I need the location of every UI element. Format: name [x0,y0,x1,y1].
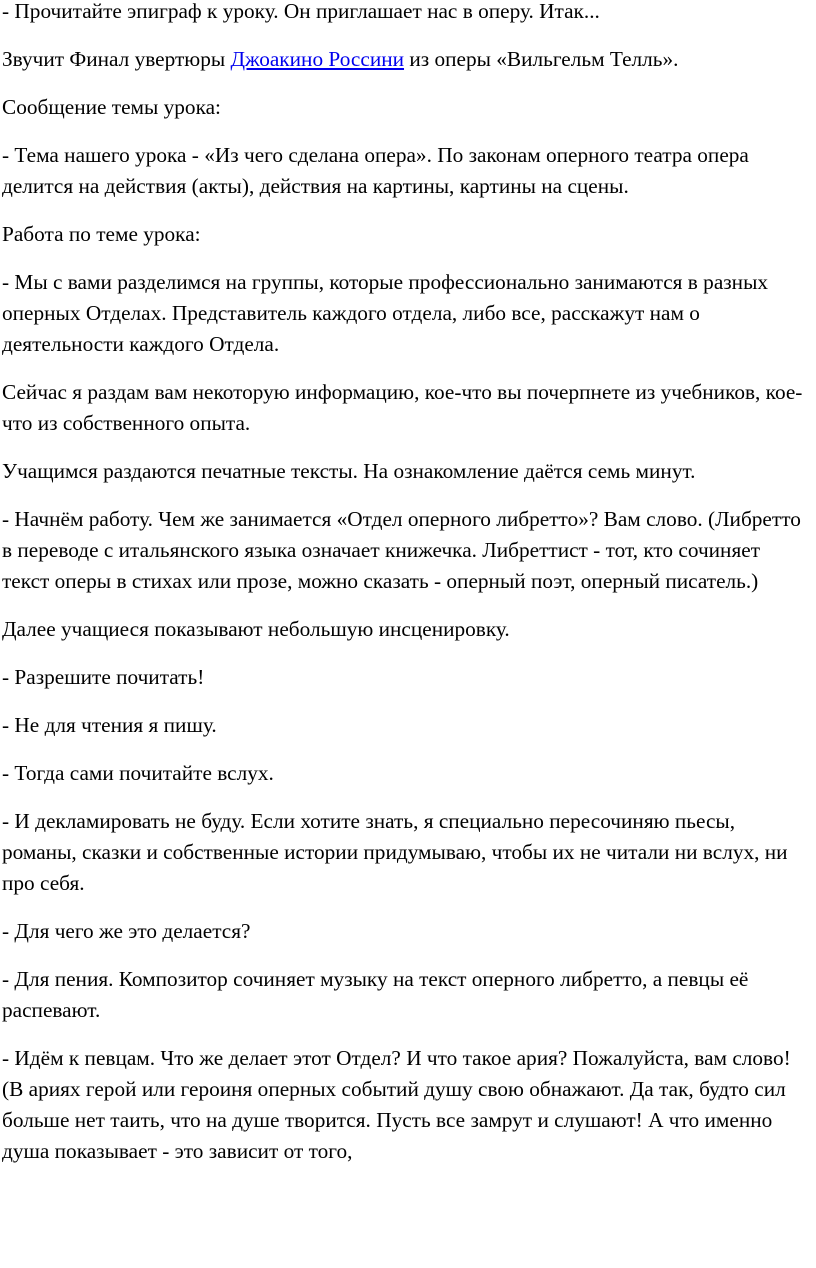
paragraph-topic: - Тема нашего урока - «Из чего сделана опера». По законам оперного театра опера делится на действия (акты), действия на картины, картины на сцены. [2,143,749,198]
paragraph-singers: - Идём к певцам. Что же делает этот Отдел? И что такое ария? Пожалуйста, вам слово! (В ариях герой или героиня оперных событий душу свою обнажают. Да так, будто сил больше нет таить, что на душе творится. Пусть все замрут и слушают! А что именно душа показывает - это зависит от того, [2,1046,791,1163]
document-page [2,0,810,1184]
paragraph-overture [2,44,810,75]
overture-text-after: из оперы «Вильгельм Телль». [404,47,679,71]
rossini-link[interactable]: Джоакино Россини [230,47,405,71]
dialogue-line-1: - Разрешите почитать! [2,665,205,689]
paragraph-libretto: - Начнём работу. Чем же занимается «Отдел оперного либретто»? Вам слово. (Либретто в переводе с итальянского языка означает книжечка. Либреттист - тот, кто сочиняет текст оперы в стихах или прозе, можно сказать - оперный поэт, оперный писатель.) [2,507,801,593]
paragraph-handouts: Учащимся раздаются печатные тексты. На ознакомление даётся семь минут. [2,459,696,483]
paragraph-groups: - Мы с вами разделимся на группы, которые профессионально занимаются в разных оперных Отделах. Представитель каждого отдела, либо все, расскажут нам о деятельности каждого Отдела. [2,270,769,356]
dialogue-line-6: - Для пения. Композитор сочиняет музыку на текст оперного либретто, а певцы её распевают. [2,967,749,1022]
paragraph-work-heading: Работа по теме урока: [2,222,201,246]
paragraph-staging: Далее учащиеся показывают небольшую инсценировку. [2,617,510,641]
dialogue-line-5: - Для чего же это делается? [2,919,251,943]
dialogue-line-2: - Не для чтения я пишу. [2,713,217,737]
dialogue-line-4: - И декламировать не буду. Если хотите знать, я специально пересочиняю пьесы, романы, сказки и собственные истории придумываю, чтобы их не читали ни вслух, ни про себя. [2,809,788,895]
dialogue-line-3: - Тогда сами почитайте вслух. [2,761,274,785]
overture-text-before: Звучит Финал увертюры [2,47,231,71]
paragraph-information: Сейчас я раздам вам некоторую информацию, кое-что вы почерпнете из учебников, кое-что из собственного опыта. [2,380,803,435]
paragraph-topic-heading: Сообщение темы урока: [2,95,221,119]
paragraph-epigraph: - Прочитайте эпиграф к уроку. Он приглашает нас в оперу. Итак... [2,0,600,23]
